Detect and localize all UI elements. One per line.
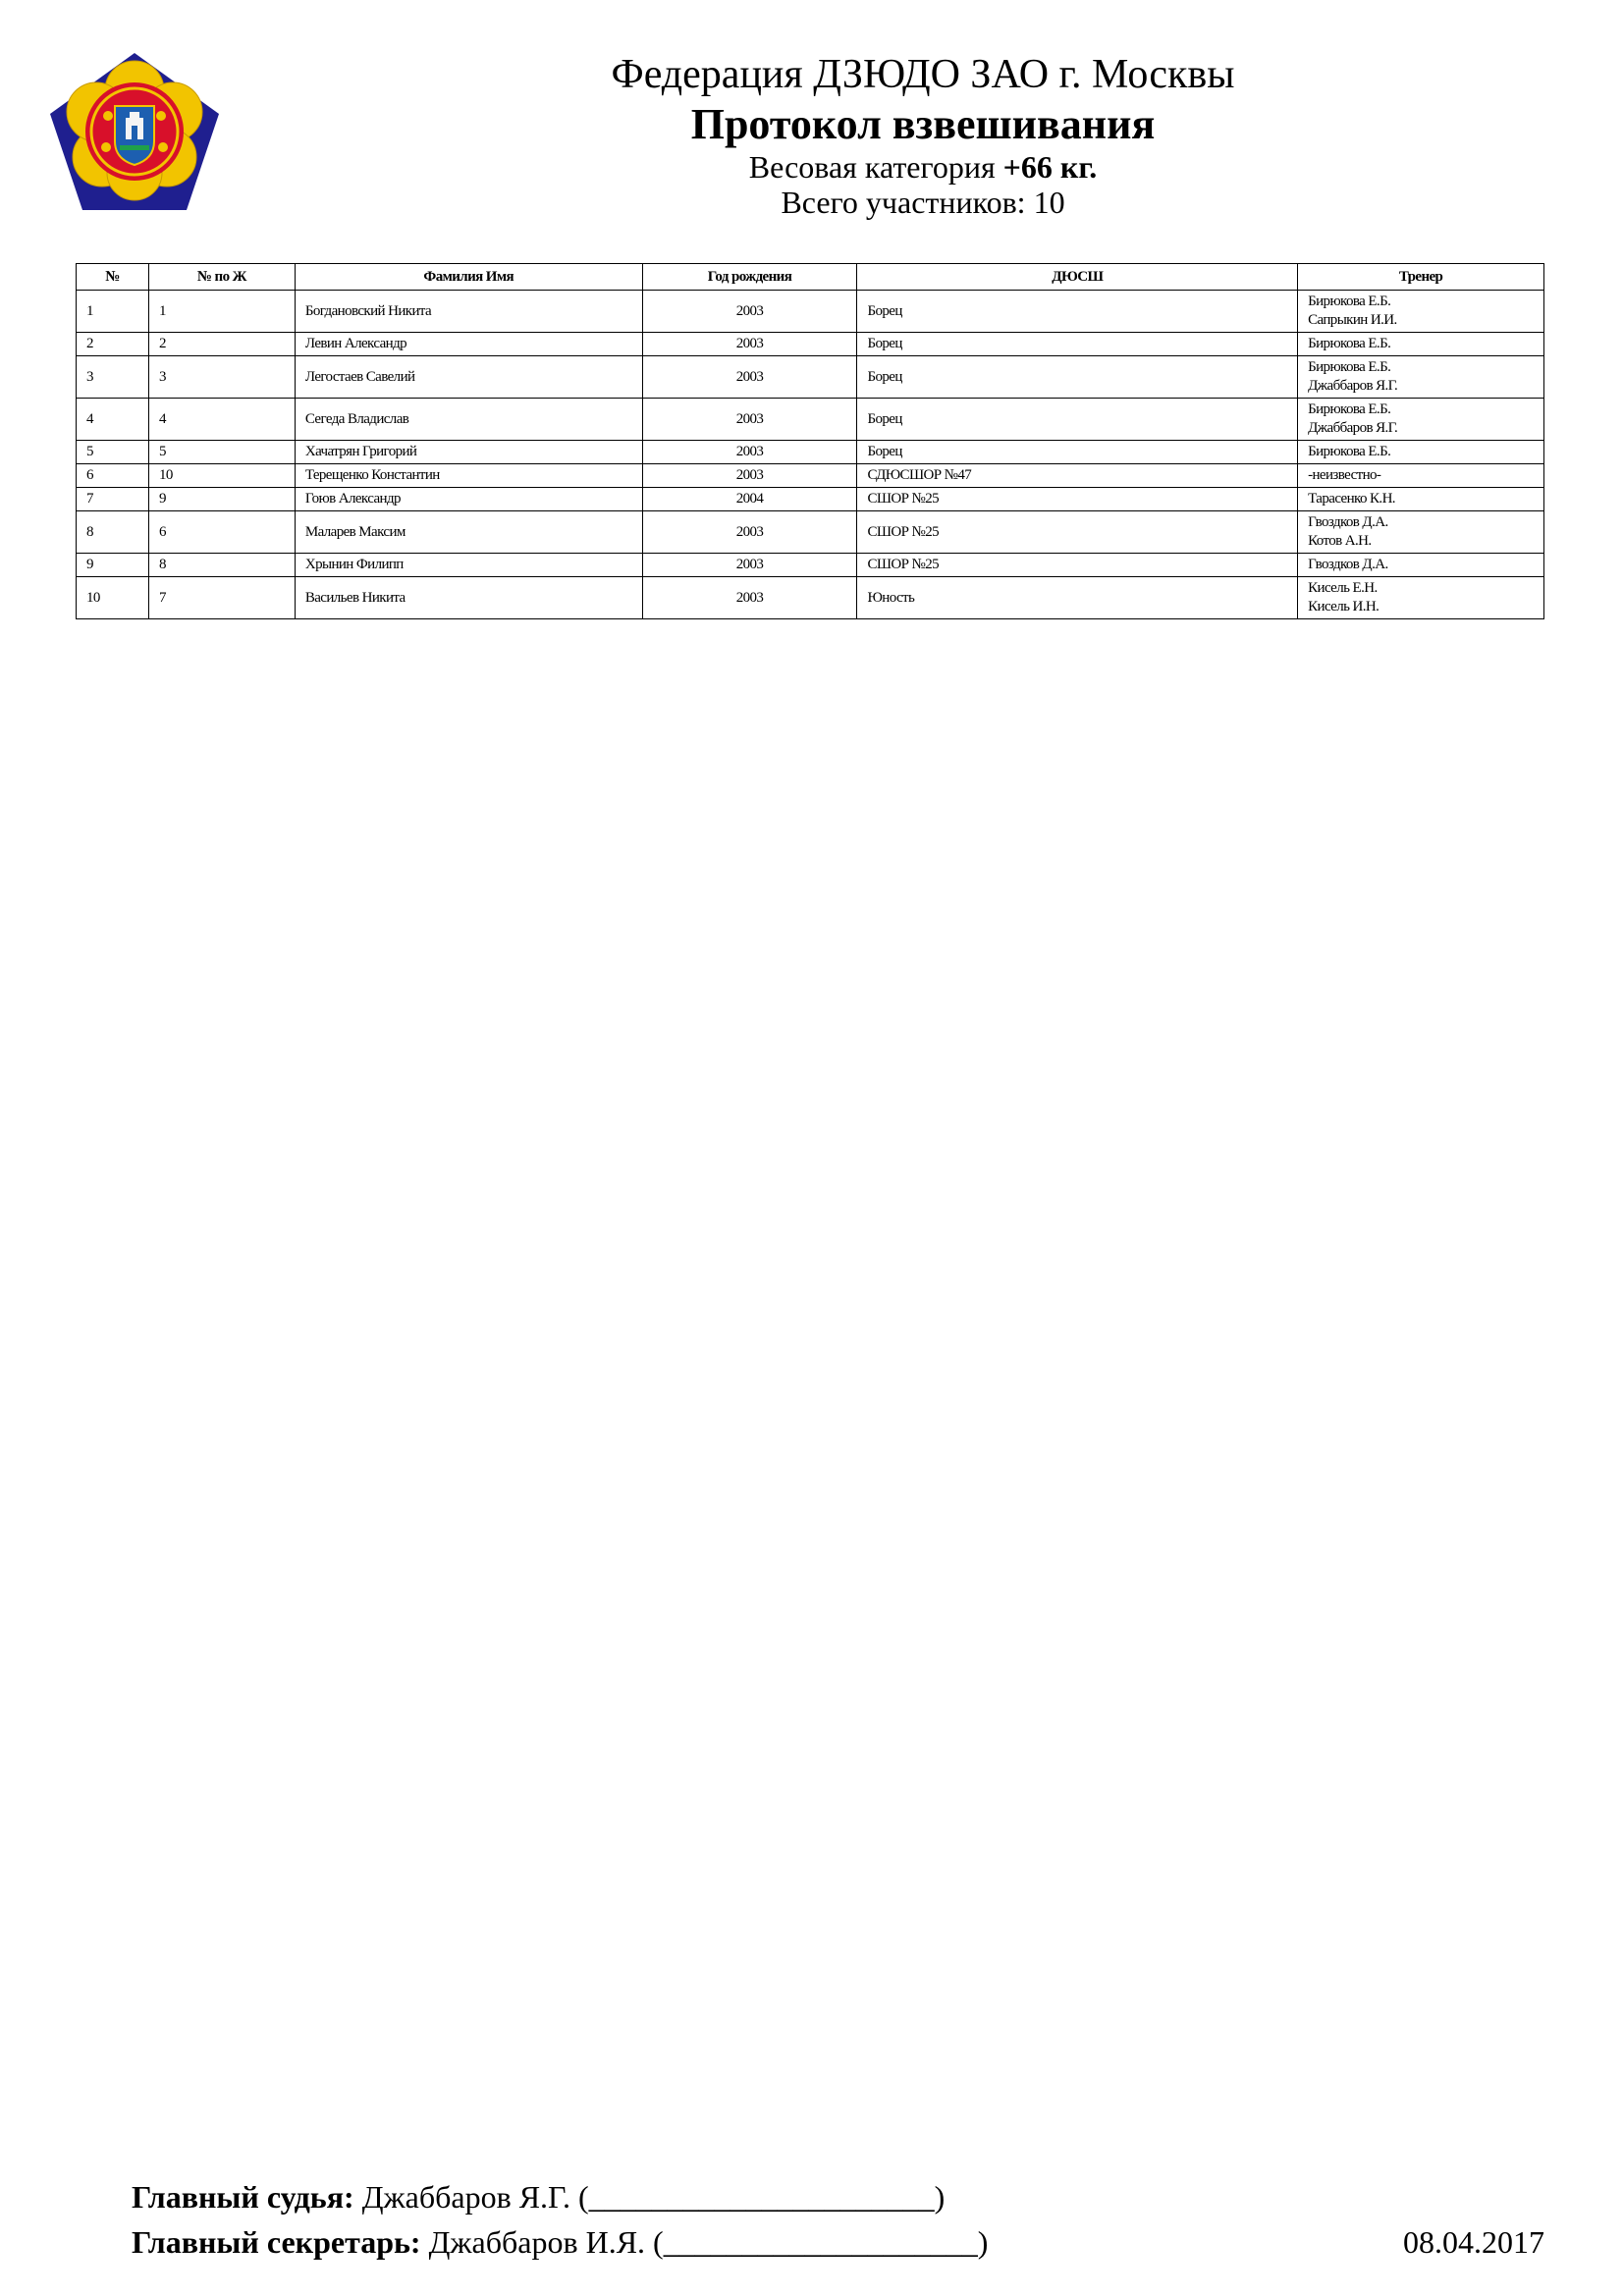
cell-number: 2 — [77, 333, 149, 356]
table-header-row — [77, 264, 1544, 291]
chief-judge-label: Главный судья: — [132, 2179, 354, 2215]
cell-trainer: Бирюкова Е.Б. — [1298, 333, 1544, 356]
cell-birth-year: 2003 — [642, 441, 857, 464]
cell-lot-number: 2 — [148, 333, 295, 356]
cell-number: 3 — [77, 356, 149, 399]
table-row — [77, 511, 1544, 554]
cell-school: Борец — [857, 291, 1298, 333]
cell-birth-year: 2003 — [642, 511, 857, 554]
cell-lot-number: 4 — [148, 399, 295, 441]
table-row — [77, 441, 1544, 464]
cell-trainer: Гвоздков Д.А. Котов А.Н. — [1298, 511, 1544, 554]
cell-birth-year: 2003 — [642, 577, 857, 619]
cell-lot-number: 5 — [148, 441, 295, 464]
cell-name: Маларев Максим — [295, 511, 642, 554]
cell-school: Борец — [857, 441, 1298, 464]
column-header-lot-number: № по Ж — [148, 264, 295, 291]
organization-title: Федерация ДЗЮДО ЗАО г. Москвы — [611, 52, 1235, 97]
cell-school: Борец — [857, 333, 1298, 356]
participants-count: Всего участников: 10 — [781, 185, 1065, 220]
cell-name: Васильев Никита — [295, 577, 642, 619]
table-row — [77, 488, 1544, 511]
federation-emblem-icon — [47, 51, 222, 213]
cell-lot-number: 10 — [148, 464, 295, 488]
cell-name: Терещенко Константин — [295, 464, 642, 488]
table-row — [77, 554, 1544, 577]
table-row — [77, 356, 1544, 399]
cell-trainer: Бирюкова Е.Б. Джаббаров Я.Г. — [1298, 356, 1544, 399]
cell-trainer: Тарасенко К.Н. — [1298, 488, 1544, 511]
cell-trainer: Бирюкова Е.Б. — [1298, 441, 1544, 464]
cell-name: Хачатрян Григорий — [295, 441, 642, 464]
cell-trainer: -неизвестно- — [1298, 464, 1544, 488]
table-row — [77, 333, 1544, 356]
cell-number: 6 — [77, 464, 149, 488]
chief-secretary-line — [132, 2224, 988, 2260]
chief-judge-value: Джаббаров Я.Г. (______________________) — [361, 2179, 946, 2215]
cell-birth-year: 2003 — [642, 356, 857, 399]
document-title: Протокол взвешивания — [690, 100, 1156, 148]
cell-trainer: Гвоздков Д.А. — [1298, 554, 1544, 577]
table-row — [77, 399, 1544, 441]
document-header — [353, 49, 1492, 220]
chief-judge-line — [132, 2179, 945, 2215]
cell-school: СШОР №25 — [857, 554, 1298, 577]
cell-trainer: Кисель Е.Н. Кисель И.Н. — [1298, 577, 1544, 619]
cell-number: 10 — [77, 577, 149, 619]
table-row — [77, 464, 1544, 488]
chief-secretary-label: Главный секретарь: — [132, 2224, 421, 2260]
federation-emblem-svg — [47, 51, 222, 213]
cell-lot-number: 7 — [148, 577, 295, 619]
cell-name: Легостаев Савелий — [295, 356, 642, 399]
cell-name: Левин Александр — [295, 333, 642, 356]
column-header-school: ДЮСШ — [857, 264, 1298, 291]
cell-number: 9 — [77, 554, 149, 577]
cell-school: Юность — [857, 577, 1298, 619]
cell-name: Хрынин Филипп — [295, 554, 642, 577]
cell-name: Гоюв Александр — [295, 488, 642, 511]
cell-name: Богдановский Никита — [295, 291, 642, 333]
column-header-name: Фамилия Имя — [295, 264, 642, 291]
weight-category-label: Весовая категория — [748, 149, 996, 185]
cell-birth-year: 2004 — [642, 488, 857, 511]
weight-category — [353, 149, 1492, 185]
cell-number: 1 — [77, 291, 149, 333]
cell-school: СШОР №25 — [857, 511, 1298, 554]
cell-lot-number: 3 — [148, 356, 295, 399]
cell-lot-number: 8 — [148, 554, 295, 577]
chief-secretary-value: Джаббаров И.Я. (____________________) — [428, 2224, 989, 2260]
column-header-birth-year: Год рождения — [642, 264, 857, 291]
cell-number: 4 — [77, 399, 149, 441]
cell-lot-number: 9 — [148, 488, 295, 511]
cell-school: СШОР №25 — [857, 488, 1298, 511]
cell-lot-number: 1 — [148, 291, 295, 333]
cell-school: Борец — [857, 356, 1298, 399]
cell-trainer: Бирюкова Е.Б. Сапрыкин И.И. — [1298, 291, 1544, 333]
column-header-number: № — [77, 264, 149, 291]
cell-number: 7 — [77, 488, 149, 511]
cell-school: Борец — [857, 399, 1298, 441]
cell-school: СДЮСШОР №47 — [857, 464, 1298, 488]
cell-lot-number: 6 — [148, 511, 295, 554]
weigh-in-table — [76, 263, 1544, 619]
cell-birth-year: 2003 — [642, 333, 857, 356]
cell-number: 8 — [77, 511, 149, 554]
table-row — [77, 577, 1544, 619]
weight-category-value: +66 кг. — [1002, 149, 1098, 185]
cell-birth-year: 2003 — [642, 554, 857, 577]
table-row — [77, 291, 1544, 333]
document-date: 08.04.2017 — [1403, 2224, 1544, 2260]
cell-birth-year: 2003 — [642, 291, 857, 333]
cell-number: 5 — [77, 441, 149, 464]
cell-birth-year: 2003 — [642, 399, 857, 441]
cell-trainer: Бирюкова Е.Б. Джаббаров Я.Г. — [1298, 399, 1544, 441]
cell-birth-year: 2003 — [642, 464, 857, 488]
cell-name: Сегеда Владислав — [295, 399, 642, 441]
column-header-trainer: Тренер — [1298, 264, 1544, 291]
